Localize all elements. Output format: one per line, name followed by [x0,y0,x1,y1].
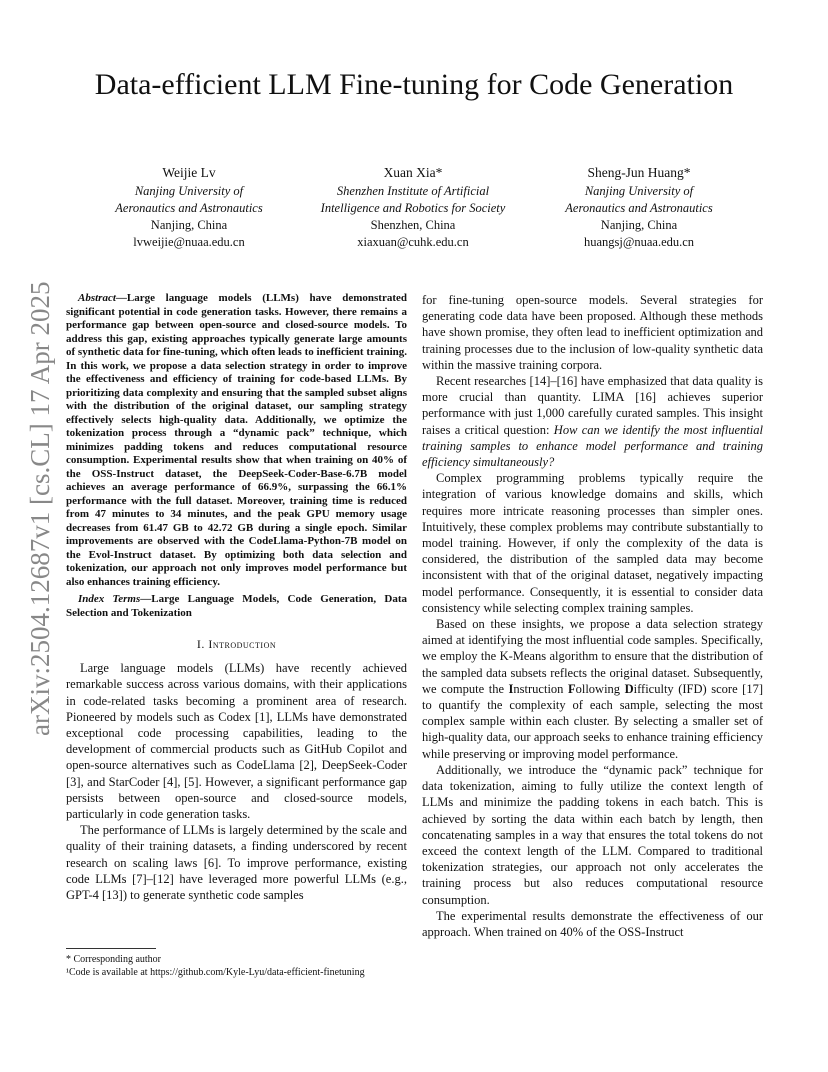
paper-title: Data-efficient LLM Fine-tuning for Code Generation [94,68,734,101]
acronym-letter: I [508,681,514,696]
body-paragraph: Additionally, we introduce the “dynamic pack” technique for data tokenization, aiming to fully utilize the context length of LLMs and minimize the padding tokens in each batch. This is achieved by sorting the data within each batch by length, then concatenating samples in a way that ensures the total tokens do not exceed the context length of the LLM. Compared to traditional tokenization strategies, our approach not only accelerates the training process but also reduces computational resource consumption. [422,762,763,907]
author-affiliation: Aeronautics and Astronautics [115,201,263,215]
author-email: lvweijie@nuaa.edu.cn [133,235,245,249]
author-affiliation: Nanjing University of [584,184,694,198]
acronym-letter: D [624,681,634,696]
right-column [422,292,763,940]
index-terms-lead: Index Terms [78,593,141,605]
abstract-body: —Large language models (LLMs) have demonstrated significant potential in code generation tasks. However, there remains a performance gap between open-source and closed-source models. To address this gap, existing approaches typically generate large amounts of synthetic data for fine-tuning, which often leads to inefficient training. In this work, we propose a data selection strategy in order to improve the effectiveness and efficiency of training for code-based LLMs. By prioritizing data complexity and ensuring that the sampled subset aligns with the distribution of the original dataset, our sampling strategy effectively selects high-quality data. Additionally, we optimize the tokenization process through a “dynamic pack” technique, which minimizes padding tokens and reduces computational resource consumption. Experimental results show that when training on 40% of the OSS-Instruct dataset, the DeepSeek-Coder-Base-6.7B model achieves an average performance of 66.9%, surpassing the 66.1% performance with the full dataset. Moreover, training time is reduced from 47 minutes to 34 minutes, and the peak GPU memory usage decreases from 61.47 GB to 42.72 GB during a single epoch. Similar improvements are observed with the CodeLlama-Python-7B model on the Evol-Instruct dataset. By optimizing both data selection and tokenization, our approach not only improves model performance but also enhances training efficiency. [66,292,407,588]
author-block-3 [524,164,754,251]
author-email: xiaxuan@cuhk.edu.cn [357,235,469,249]
text-run: ollowing [575,681,625,696]
body-paragraph: for fine-tuning open-source models. Several strategies for generating code data have been proposed. Although these methods have shown promise, they often lead to inefficient optimization and training processes due to the inclusion of low-quality synthetic data within the massive training corpora. [422,293,763,372]
footnote-rule [66,948,156,949]
author-city: Nanjing, China [150,218,228,232]
author-email: huangsj@nuaa.edu.cn [583,235,695,249]
index-terms-body: —Large Language Models, Code Generation, Data Selection and Tokenization [66,593,407,619]
footnotes [66,948,407,979]
text-run: Recent researches [14]–[16] have emphasized that data quality is more crucial than quantity. LIMA [16] achieves superior performance with just 1,000 carefully curated samples. This insight raises a critical question: [422,374,763,437]
text-run: nstruction [513,681,568,696]
body-paragraph [422,616,763,762]
author-block-2 [298,164,528,251]
body-paragraph: The performance of LLMs is largely determined by the scale and quality of their training datasets, a finding underscored by recent research on scaling laws [6]. To improve performance, existing code LLMs [7]–[12] have leveraged more powerful LLMs (e.g., GPT-4 [13]) to generate synthetic code samples [66,823,407,903]
author-name: Weijie Lv [162,165,216,180]
body-paragraph [422,373,763,470]
body-paragraph: Large language models (LLMs) have recently achieved remarkable success across various domains, with their applications in code-related tasks becoming a prominent area of research. Pioneered by models such as Codex [1], LLMs have demonstrated exceptional code processing capabilities, leading to the development of commercial products such as GitHub Copilot and open-source alternatives such as CodeLlama [2], DeepSeek-Coder [3], and StarCoder [4], [5]. However, a significant performance gap persists between open-source and closed-source models, particularly in code generation tasks. [66,661,407,822]
author-block-1 [74,164,304,251]
author-affiliation: Aeronautics and Astronautics [565,201,713,215]
author-affiliation: Intelligence and Robotics for Society [320,201,506,215]
arxiv-identifier-stamp: arXiv:2504.12687v1 [cs.CL] 17 Apr 2025 [25,281,55,736]
text-run: ifficulty (IFD) score [17] to quantify the complexity of each sample, selecting the most complex sample within each cluster. By selecting a smaller set of high-quality data, our approach seeks to enhance training efficiency while preserving or improving model performance. [422,681,763,761]
acronym-letter: F [567,681,576,696]
research-question: How can we identify the most influential training samples to enhance model performance and training efficiency simultaneously? [422,422,763,470]
index-terms [66,593,407,620]
footnote-code-link: ¹Code is available at https://github.com/Kyle-Lyu/data-efficient-finetuning [66,967,365,978]
author-affiliation: Shenzhen Institute of Artificial [336,184,490,198]
abstract-lead: Abstract [78,292,116,304]
section-heading-introduction: I. Introduction [196,637,277,651]
left-column [66,292,407,903]
author-city: Nanjing, China [600,218,678,232]
footnote-corresponding: * Corresponding author [66,954,161,965]
abstract [66,292,407,589]
author-affiliation: Nanjing University of [134,184,244,198]
author-city: Shenzhen, China [370,218,456,232]
author-name: Sheng-Jun Huang* [587,165,691,180]
body-paragraph: Complex programming problems typically require the integration of various knowledge domains and skills, which requires more intricate reasoning processes than simpler ones. Intuitively, these complex problems may contribute substantially to model training. However, if only the complexity of the data is considered, the distribution of the sampled data may become inconsistent with that of the original dataset, negatively impacting model performance. Consequently, it is essential to consider data consistency while selecting complex training samples. [422,471,763,615]
author-name: Xuan Xia* [383,165,443,180]
text-run: Based on these insights, we propose a data selection strategy aimed at identifying the most influential code samples. Specifically, we employ the K-Means algorithm to ensure that the distribution of the sampled data subsets reflects the original dataset. Subsequently, we compute the [422,617,763,696]
body-paragraph: The experimental results demonstrate the effectiveness of our approach. When trained on 40% of the OSS-Instruct [422,908,763,939]
